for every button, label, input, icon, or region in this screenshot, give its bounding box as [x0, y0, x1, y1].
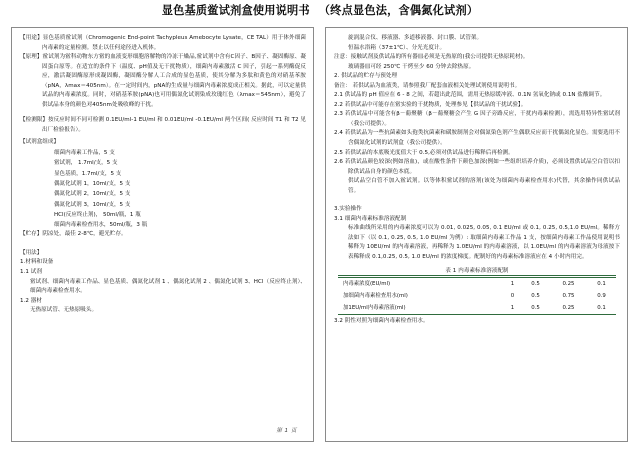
section3-heading: 3.实验操作 [334, 206, 362, 213]
section2-item-6: 2.6 若供试品颜色较深(例如溶血)，或在酸性条件下颜色加深(例如一些组织培养介质)，必须设置供试品空白管以扣除供试品自身的颜色本底。 [334, 159, 620, 175]
reagents-heading: 1.1 试剂 [20, 269, 42, 276]
table-row-label: 加1EU/ml内毒素溶液(ml) [338, 302, 504, 315]
table-row [338, 290, 616, 302]
table-cell: 0 [510, 293, 515, 300]
right-page [325, 27, 628, 442]
document-title-subtitle: （终点显色法，含偶氮化试剂） [318, 4, 479, 17]
section2-item-2: 2.2 若供试品中可能存在鲎实验的干扰物质，处理参见【供试品的干扰试验】。 [334, 101, 527, 108]
section2-item-5: 2.5 若供试品的本底吸光度值大于 0.5,必须对供试品进行稀释后再检测。 [334, 149, 514, 156]
principle-paragraph: 【原理】鲎试剂为鲎科动物东方鲎的血液变形细胞溶解物的冷冻干燥品,鲎试剂中含有C因子、B因子、凝固酶原、凝固蛋白原等。在适宜的条件下（温度、pH值及无干扰物质），细菌内毒素激活 C 因子，引起一系列酶促反应，激活凝固酶原形成凝固酶，凝固酶分解人工合成的显色基质，使其分解为多肽和黄色的对硝基苯胺（pNA，λmax＝405nm）。在一定时间内，pNA的生成量与细菌内毒素浓度成正相关。据此，可以定量供试品的内毒素浓度。同时，对硝基苯胺(pNA)也可用偶氮化试剂染成玫瑰红色（λmax＝545nm），避免了供试品本身的颜色对405nm处吸收峰的干扰。 [20, 54, 306, 108]
table-cell: 0.5 [521, 302, 550, 315]
instruments-list: 无热原试管、无热原吸头。 [30, 307, 98, 314]
spacer [334, 196, 620, 205]
kit-item: 显色基质，1.7ml/支，5 支 [54, 170, 122, 177]
table-cell: 0.9 [597, 293, 606, 300]
table-cell: 0.5 [531, 281, 540, 288]
kit-composition-heading: 【试剂盒组成】 [20, 139, 60, 146]
document-title-main: 显色基质鲎试剂盒使用说明书 [161, 4, 310, 17]
table-cell: 0.1 [597, 281, 606, 288]
section2-heading: 2. 供试品的贮存与预处理 [334, 73, 398, 80]
section2-remark: 备注： 若供试品为血液类，请参照我厂配套血液相关处理试剂使用说明书。 [334, 82, 521, 89]
table-row-label: 内毒素浓度(EU/ml) [343, 281, 391, 288]
instruments-heading: 1.2 器材 [20, 297, 42, 304]
table-cell: 1 [504, 302, 521, 315]
table-cell: 0.75 [562, 293, 575, 300]
kit-item: 偶氮化试剂 3，10ml/支，5 支 [54, 201, 131, 208]
pages-container [11, 27, 629, 442]
note-paragraph: 注意：接触试剂及供试品的所有器皿必须是无热原的(我公司提供无热原耗材)。 [334, 54, 529, 61]
section2-item-4: 2.4 若供试品为一些抗菌素如头孢类抗菌素和磺胺制剂会对偶氮染色剂产生偶联反应而干扰偶氮化显色。需要选用不含偶氮化试剂的试剂盒（我公司提供）。 [334, 130, 620, 147]
usage-heading: 【用法】 [20, 249, 43, 256]
table-cell: 0.1 [587, 302, 616, 315]
kit-item: HCl(反应终止剂)， 50ml/瓶，1 瓶 [54, 211, 141, 218]
table-cell: 0.25 [562, 281, 575, 288]
kit-item: 偶氮化试剂 1，10ml/支，5 支 [54, 180, 131, 187]
page-footer: 第 1 页 [276, 428, 297, 434]
table-caption: 表 1 内毒素标准溶液配制 [445, 267, 509, 274]
section2-tail: 供试品空白管不加入鲎试剂。以等体积鲎试剂的溶剂(该处为细菌内毒素检查用水)代替，其余操作同供试品管。 [348, 178, 620, 194]
materials-heading: 1.材料和设备 [20, 259, 54, 266]
left-page [11, 27, 314, 442]
section2-item-3: 2.3 若供试品中可能含有β－葡聚糖（β－葡聚糖会产生 G 因子旁路反应，干扰内毒素检测），需选用特异性鲎试剂（我公司提供）。 [334, 111, 620, 127]
equipment-line-1: 旋涡混合仪、移液器、多道移液器、封口膜、试管架。 [348, 35, 483, 41]
spacer [20, 240, 306, 249]
detection-limit-paragraph: 【检测限】按反应时间不同可检测 0.1EU/ml-1 EU/ml 和 0.01EU/ml -0.1EU/ml 两个区间( 反应时间 T1 和 T2 见出厂检验报告）。 [20, 117, 306, 133]
document-title [0, 2, 640, 18]
standard-solution-table [338, 266, 616, 316]
table-row-label: 加细菌内毒素检查用水(ml) [343, 293, 408, 300]
kit-item: 偶氮化试剂 2，10ml/支，5 支 [54, 191, 131, 198]
equipment-line-2: 恒温水浴箱（37±1℃）、分光光度计。 [348, 44, 446, 51]
section3-subheading: 3.1 细菌内毒素标准溶液配制 [334, 215, 407, 222]
table-row [338, 278, 616, 291]
standard-solution-table-wrapper [334, 266, 620, 316]
table-body [338, 278, 616, 315]
table-cell: 1 [510, 281, 515, 288]
section3-body: 标准曲线所采用的内毒素浓度可以为 0.01, 0.025, 0.05, 0.1 EU/ml 或 0.1, 0.25, 0.5,1.0 EU/ml。稀释方法如下（以 0.1, 0.25, 0.5, 1.0 EU/ml 为例）: 取细菌内毒素工作品 1 支，按细菌内毒素工作品使用说明书稀释为 10EU/ml 的内毒素溶液，再稀释为 1.0EU/ml 的内毒素溶液，以 1.0EU/ml 的内毒素溶液为母液按下表稀释成 0.1,0.25, 0.5, 1.0 EU/ml 的浓度梯度。配制好的内毒素标准溶液应在 4 小时内用完。 [348, 225, 620, 261]
table-cell: 0.25 [550, 302, 587, 315]
table-cell: 0.5 [531, 293, 540, 300]
section2-item-1: 2.1 供试品的 pH 值应在 6 - 8 之间，若超出此范围，需用无热原缓冲液、0.1N 氢氧化钠或 0.1N 盐酸调节。 [334, 92, 606, 99]
reagents-list: 鲎试剂、细菌内毒素工作品、显色基质、偶氮化试剂 1 、偶氮化试剂 2 、偶氮化试剂 3、HCl（反应终止剂）、细菌内毒素检查用水。 [30, 278, 306, 295]
storage-paragraph: 【贮存】阴凉处，最佳 2-8℃，避光贮存。 [20, 231, 127, 238]
note-continuation: 玻璃器皿可经 250℃ 干烤至少 60 分钟去除热原。 [348, 63, 475, 70]
table-row [338, 302, 616, 315]
section3-2-paragraph: 3.2 阴性对照为细菌内毒素检查用水。 [334, 318, 429, 325]
kit-item: 细菌内毒素工作品，5 支 [54, 150, 115, 157]
kit-item: 鲎试剂， 1.7ml/支，5 支 [54, 160, 118, 167]
kit-item: 细菌内毒素检查用水，50ml/瓶，3 瓶 [54, 222, 148, 229]
purpose-paragraph: 【用途】显色基质鲎试剂（Chromogenic End-point Tachypleus Amebocyte Lysate，CE TAL）用于体外细菌内毒素的定量检测。禁止以任何途径进入机体。 [20, 35, 306, 51]
